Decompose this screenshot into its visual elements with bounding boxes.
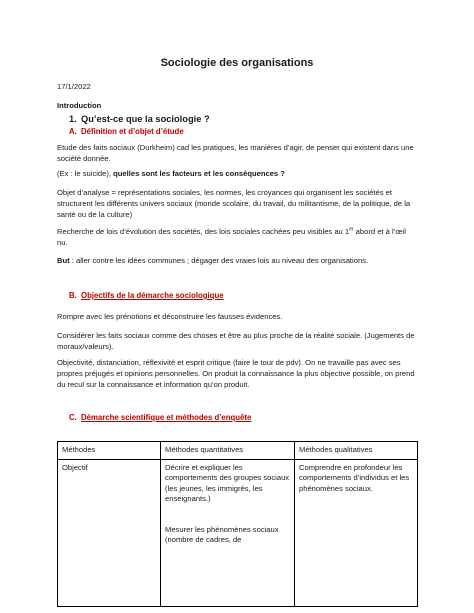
section-a-letter: A.: [69, 127, 77, 136]
table-header-cell: Méthodes: [58, 442, 161, 460]
section-b-paragraph-3: Objectivité, distanciation, réflexivité et esprit critique (faire le tour de pdv). On ne travaille pas avec ses propres préjugés et opinions personnelles. On produit la connaissance la plus objective possible, on prend du recul sur la connaissance et information qu’on produit.: [57, 358, 415, 389]
table-header-cell: Méthodes quantitatives: [161, 442, 295, 460]
intro-heading: Introduction: [57, 101, 102, 110]
ordinal-superscript: er: [349, 226, 354, 233]
question-text: quelles sont les facteurs et les conséquences ?: [113, 169, 285, 178]
laws-text: Recherche de lois d’évolution des sociétés, des lois sociales cachées peu visibles au 1: [57, 227, 350, 236]
section-b-paragraph-2: Considérer les faits sociaux comme des choses et être au plus proche de la réalité sociale. (Jugements de moraux/valeurs).: [57, 331, 415, 351]
section-a-paragraph-1: Etude des faits sociaux (Durkheim) cad les pratiques, les manières d’agir, de penser qui existent dans une société donnée.: [57, 143, 414, 163]
section-a-paragraph-4: [57, 226, 417, 248]
table-header-row: [58, 442, 418, 460]
section-a-title: Définition et d’objet d’étude: [81, 127, 184, 136]
document-title: Sociologie des organisations: [160, 57, 314, 69]
table-row: [58, 459, 418, 606]
section-a-paragraph-2: [57, 168, 417, 179]
methods-table: [57, 441, 418, 607]
quantitative-objective-1: Décrire et expliquer les comportements des groupes sociaux (les jeunes, les immigrés, les enseignants.): [165, 462, 290, 503]
section-a-paragraph-3: Objet d’analyse = représentations sociales, les normes, les croyances qui organisent les sociétés et structurent les différents univers sociaux (monde scolaire, du travail, du militantisme, de la politique, de la santé ou de la culture): [57, 188, 411, 219]
section-c-letter: C.: [69, 413, 77, 422]
section-a-heading: [69, 127, 184, 136]
goal-text: : aller contre les idées communes ; dégager des vraies lois au niveau des organisations.: [69, 256, 369, 265]
document-date: 17/1/2022: [57, 82, 91, 91]
table-row-label: Objectif: [58, 459, 161, 606]
section-c-heading: [69, 413, 251, 422]
section-b-heading: [69, 291, 224, 300]
section-a-paragraph-5: [57, 255, 417, 266]
table-header-cell: Méthodes qualitatives: [295, 442, 418, 460]
section-b-title: Objectifs de la démarche sociologique: [81, 291, 224, 300]
section-b-letter: B.: [69, 291, 77, 300]
section-1-heading: [69, 114, 210, 124]
section-1-title: Qu’est-ce que la sociologie ?: [81, 114, 210, 124]
example-text: (Ex : le suicide),: [57, 169, 114, 178]
section-b-paragraph-1: Rompre avec les prénotions et déconstruire les fausses évidences.: [57, 312, 283, 321]
table-cell-qualitative: Comprendre en profondeur les comportements d’individus et les phénomènes sociaux.: [295, 459, 418, 606]
section-1-number: 1.: [69, 114, 77, 124]
goal-label: But: [57, 256, 70, 265]
quantitative-objective-2: Mesurer les phénomènes sociaux (nombre de cadres, de: [165, 524, 279, 544]
table-cell-quantitative: [161, 459, 295, 606]
section-c-title: Démarche scientifique et méthodes d’enquête: [81, 413, 252, 422]
laws-text-end: abord et à l’œil nu.: [57, 227, 406, 247]
